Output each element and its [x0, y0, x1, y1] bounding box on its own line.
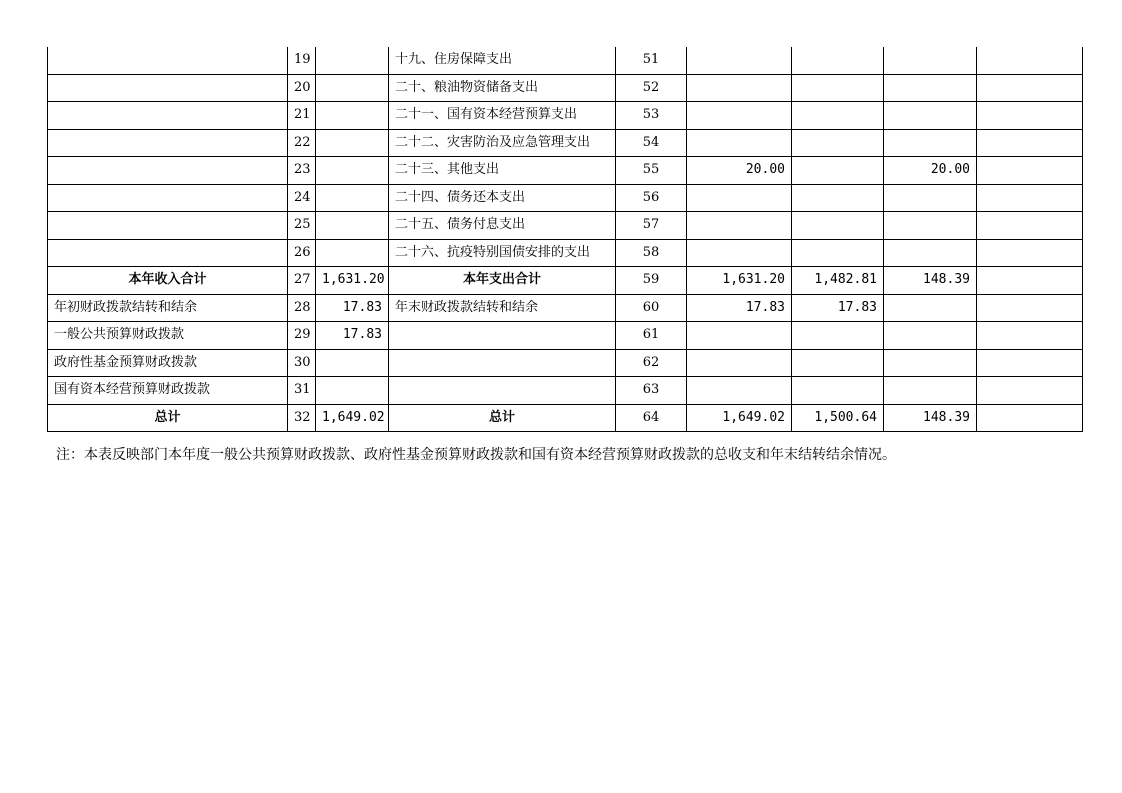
budget-table — [47, 47, 1083, 432]
expense-extra — [977, 212, 1083, 240]
income-line-number: 32 — [288, 404, 316, 432]
table-row — [48, 267, 1083, 295]
income-line-number: 20 — [288, 74, 316, 102]
expense-item-name: 二十四、债务还本支出 — [389, 184, 616, 212]
expense-total — [687, 377, 792, 405]
income-amount: 1,649.02 — [316, 404, 389, 432]
expense-line-number: 55 — [616, 157, 687, 185]
expense-total — [687, 322, 792, 350]
income-line-number: 19 — [288, 47, 316, 74]
expense-extra — [977, 349, 1083, 377]
income-amount — [316, 157, 389, 185]
income-line-number: 25 — [288, 212, 316, 240]
expense-line-number: 56 — [616, 184, 687, 212]
expense-line-number: 53 — [616, 102, 687, 130]
expense-basic — [792, 239, 884, 267]
table-row — [48, 212, 1083, 240]
income-amount: 17.83 — [316, 322, 389, 350]
income-amount: 17.83 — [316, 294, 389, 322]
expense-total: 17.83 — [687, 294, 792, 322]
expense-basic — [792, 349, 884, 377]
expense-project — [884, 322, 977, 350]
expense-extra — [977, 74, 1083, 102]
income-line-number: 24 — [288, 184, 316, 212]
table-row — [48, 102, 1083, 130]
expense-basic — [792, 74, 884, 102]
expense-extra — [977, 267, 1083, 295]
expense-line-number: 62 — [616, 349, 687, 377]
expense-item-name — [389, 322, 616, 350]
expense-basic — [792, 212, 884, 240]
expense-basic — [792, 322, 884, 350]
expense-basic — [792, 184, 884, 212]
expense-total — [687, 349, 792, 377]
expense-total: 1,631.20 — [687, 267, 792, 295]
expense-total — [687, 102, 792, 130]
expense-total: 1,649.02 — [687, 404, 792, 432]
expense-line-number: 51 — [616, 47, 687, 74]
expense-line-number: 60 — [616, 294, 687, 322]
income-line-number: 22 — [288, 129, 316, 157]
expense-item-name: 总计 — [389, 404, 616, 432]
expense-project — [884, 47, 977, 74]
expense-line-number: 54 — [616, 129, 687, 157]
table-row — [48, 404, 1083, 432]
expense-project — [884, 349, 977, 377]
table-row — [48, 294, 1083, 322]
income-amount — [316, 239, 389, 267]
expense-basic — [792, 47, 884, 74]
expense-total — [687, 74, 792, 102]
table-row — [48, 74, 1083, 102]
expense-project — [884, 294, 977, 322]
expense-project — [884, 239, 977, 267]
expense-line-number: 52 — [616, 74, 687, 102]
expense-project — [884, 184, 977, 212]
expense-item-name — [389, 349, 616, 377]
income-amount — [316, 47, 389, 74]
expense-line-number: 59 — [616, 267, 687, 295]
income-amount — [316, 349, 389, 377]
income-item-name: 年初财政拨款结转和结余 — [48, 294, 288, 322]
income-item-name — [48, 129, 288, 157]
expense-basic — [792, 157, 884, 185]
income-line-number: 26 — [288, 239, 316, 267]
expense-line-number: 64 — [616, 404, 687, 432]
income-amount — [316, 377, 389, 405]
expense-extra — [977, 239, 1083, 267]
income-line-number: 29 — [288, 322, 316, 350]
table-row — [48, 349, 1083, 377]
table-row — [48, 184, 1083, 212]
expense-project — [884, 377, 977, 405]
income-amount: 1,631.20 — [316, 267, 389, 295]
expense-item-name: 二十、粮油物资储备支出 — [389, 74, 616, 102]
expense-total — [687, 129, 792, 157]
expense-basic — [792, 102, 884, 130]
expense-total: 20.00 — [687, 157, 792, 185]
expense-basic: 17.83 — [792, 294, 884, 322]
expense-basic — [792, 129, 884, 157]
expense-extra — [977, 322, 1083, 350]
expense-extra — [977, 129, 1083, 157]
expense-item-name: 二十二、灾害防治及应急管理支出 — [389, 129, 616, 157]
expense-item-name: 二十六、抗疫特别国债安排的支出 — [389, 239, 616, 267]
expense-item-name: 年末财政拨款结转和结余 — [389, 294, 616, 322]
income-item-name — [48, 184, 288, 212]
income-item-name: 一般公共预算财政拨款 — [48, 322, 288, 350]
expense-extra — [977, 157, 1083, 185]
income-amount — [316, 102, 389, 130]
income-amount — [316, 212, 389, 240]
expense-basic: 1,500.64 — [792, 404, 884, 432]
expense-item-name: 二十五、债务付息支出 — [389, 212, 616, 240]
table-row — [48, 322, 1083, 350]
expense-project: 148.39 — [884, 404, 977, 432]
expense-line-number: 61 — [616, 322, 687, 350]
expense-project: 148.39 — [884, 267, 977, 295]
expense-total — [687, 47, 792, 74]
income-item-name: 总计 — [48, 404, 288, 432]
income-item-name — [48, 157, 288, 185]
table-row — [48, 377, 1083, 405]
income-item-name — [48, 102, 288, 130]
expense-extra — [977, 102, 1083, 130]
expense-project — [884, 74, 977, 102]
expense-extra — [977, 294, 1083, 322]
expense-item-name: 本年支出合计 — [389, 267, 616, 295]
table-row — [48, 129, 1083, 157]
income-amount — [316, 74, 389, 102]
expense-item-name: 二十一、国有资本经营预算支出 — [389, 102, 616, 130]
expense-line-number: 57 — [616, 212, 687, 240]
income-item-name — [48, 47, 288, 74]
expense-extra — [977, 404, 1083, 432]
expense-basic: 1,482.81 — [792, 267, 884, 295]
income-item-name — [48, 239, 288, 267]
expense-total — [687, 239, 792, 267]
expense-project — [884, 102, 977, 130]
expense-total — [687, 212, 792, 240]
table-note: 注：本表反映部门本年度一般公共预算财政拨款、政府性基金预算财政拨款和国有资本经营预算财政拨款的总收支和年末结转结余情况。 — [56, 447, 896, 463]
expense-total — [687, 184, 792, 212]
income-line-number: 21 — [288, 102, 316, 130]
income-item-name — [48, 212, 288, 240]
income-line-number: 28 — [288, 294, 316, 322]
expense-extra — [977, 184, 1083, 212]
income-line-number: 30 — [288, 349, 316, 377]
income-item-name: 本年收入合计 — [48, 267, 288, 295]
expense-item-name: 十九、住房保障支出 — [389, 47, 616, 74]
income-item-name — [48, 74, 288, 102]
expense-basic — [792, 377, 884, 405]
table-body — [48, 47, 1083, 432]
income-amount — [316, 129, 389, 157]
income-line-number: 23 — [288, 157, 316, 185]
expense-extra — [977, 377, 1083, 405]
table-row — [48, 157, 1083, 185]
expense-line-number: 58 — [616, 239, 687, 267]
expense-line-number: 63 — [616, 377, 687, 405]
income-line-number: 27 — [288, 267, 316, 295]
income-item-name: 国有资本经营预算财政拨款 — [48, 377, 288, 405]
table-row — [48, 239, 1083, 267]
income-line-number: 31 — [288, 377, 316, 405]
expense-project — [884, 129, 977, 157]
expense-item-name — [389, 377, 616, 405]
expense-project: 20.00 — [884, 157, 977, 185]
table-row — [48, 47, 1083, 74]
expense-item-name: 二十三、其他支出 — [389, 157, 616, 185]
income-item-name: 政府性基金预算财政拨款 — [48, 349, 288, 377]
expense-extra — [977, 47, 1083, 74]
expense-project — [884, 212, 977, 240]
income-amount — [316, 184, 389, 212]
